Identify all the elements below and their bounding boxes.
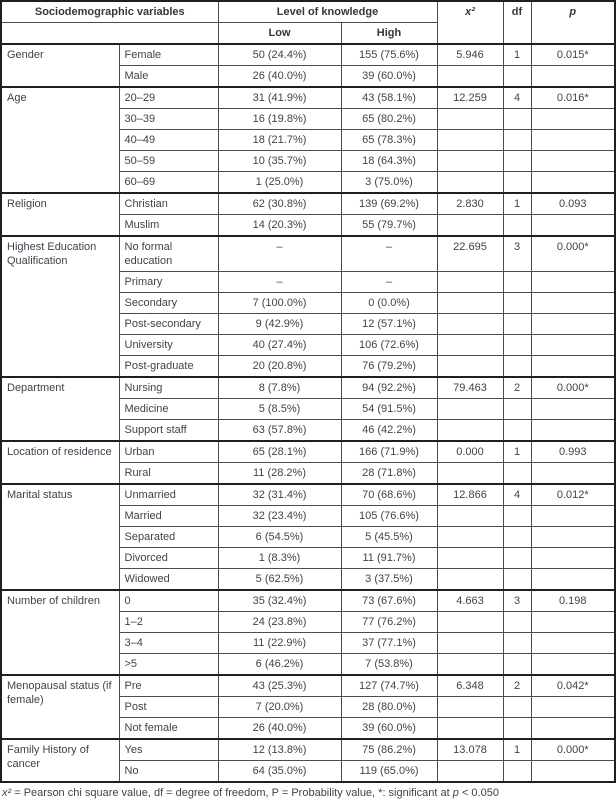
high-knowledge-value: 11 (91.7%) — [341, 548, 437, 569]
category-label: Yes — [119, 739, 218, 761]
table-footnote — [0, 783, 614, 800]
df-value — [503, 335, 531, 356]
header-high: High — [341, 23, 437, 45]
df-value — [503, 314, 531, 335]
df-value — [503, 633, 531, 654]
low-knowledge-value: 65 (28.1%) — [218, 441, 341, 463]
high-knowledge-value: 54 (91.5%) — [341, 399, 437, 420]
chi-square-value: 5.946 — [437, 44, 503, 66]
p-value — [531, 612, 615, 633]
chi-square-value — [437, 718, 503, 740]
df-value: 4 — [503, 484, 531, 506]
variable-label: Number of children — [1, 590, 119, 675]
low-knowledge-value: 24 (23.8%) — [218, 612, 341, 633]
p-value: 0.993 — [531, 441, 615, 463]
chi-square-value — [437, 335, 503, 356]
header-level-of-knowledge: Level of knowledge — [218, 1, 437, 23]
p-value — [531, 420, 615, 442]
low-knowledge-value: 6 (54.5%) — [218, 527, 341, 548]
header-p: p — [531, 1, 615, 44]
chi-square-value — [437, 172, 503, 194]
category-label: Post — [119, 697, 218, 718]
df-value — [503, 654, 531, 676]
high-knowledge-value: 70 (68.6%) — [341, 484, 437, 506]
low-knowledge-value: 32 (23.4%) — [218, 506, 341, 527]
high-knowledge-value: 106 (72.6%) — [341, 335, 437, 356]
p-value — [531, 314, 615, 335]
p-value: 0.000* — [531, 377, 615, 399]
low-knowledge-value: 20 (20.8%) — [218, 356, 341, 378]
variable-label: Gender — [1, 44, 119, 87]
df-value — [503, 272, 531, 293]
category-label: Married — [119, 506, 218, 527]
low-knowledge-value: 63 (57.8%) — [218, 420, 341, 442]
p-value — [531, 761, 615, 783]
p-value: 0.093 — [531, 193, 615, 215]
low-knowledge-value: 26 (40.0%) — [218, 718, 341, 740]
df-value — [503, 527, 531, 548]
low-knowledge-value: 10 (35.7%) — [218, 151, 341, 172]
high-knowledge-value: 73 (67.6%) — [341, 590, 437, 612]
low-knowledge-value: 18 (21.7%) — [218, 130, 341, 151]
high-knowledge-value: 39 (60.0%) — [341, 718, 437, 740]
low-knowledge-value: – — [218, 272, 341, 293]
category-label: 20–29 — [119, 87, 218, 109]
chi-square-value — [437, 314, 503, 335]
df-value — [503, 293, 531, 314]
p-value — [531, 215, 615, 237]
category-label: 3–4 — [119, 633, 218, 654]
high-knowledge-value: 46 (42.2%) — [341, 420, 437, 442]
low-knowledge-value: 5 (8.5%) — [218, 399, 341, 420]
low-knowledge-value: 64 (35.0%) — [218, 761, 341, 783]
table-row — [1, 377, 615, 399]
p-value — [531, 356, 615, 378]
category-label: Urban — [119, 441, 218, 463]
low-knowledge-value: 35 (32.4%) — [218, 590, 341, 612]
high-knowledge-value: 166 (71.9%) — [341, 441, 437, 463]
high-knowledge-value: 28 (71.8%) — [341, 463, 437, 485]
table-row — [1, 44, 615, 66]
p-value — [531, 109, 615, 130]
df-value — [503, 569, 531, 591]
low-knowledge-value: 31 (41.9%) — [218, 87, 341, 109]
low-knowledge-value: 12 (13.8%) — [218, 739, 341, 761]
chi-square-value: 79.463 — [437, 377, 503, 399]
table-row — [1, 193, 615, 215]
df-value — [503, 130, 531, 151]
low-knowledge-value: 6 (46.2%) — [218, 654, 341, 676]
df-value — [503, 697, 531, 718]
header-chi-square: x² — [437, 1, 503, 44]
chi-square-value: 4.663 — [437, 590, 503, 612]
chi-square-value — [437, 66, 503, 88]
high-knowledge-value: 155 (75.6%) — [341, 44, 437, 66]
category-label: 1–2 — [119, 612, 218, 633]
category-label: 40–49 — [119, 130, 218, 151]
low-knowledge-value: 11 (28.2%) — [218, 463, 341, 485]
p-value — [531, 293, 615, 314]
low-knowledge-value: 7 (20.0%) — [218, 697, 341, 718]
high-knowledge-value: 37 (77.1%) — [341, 633, 437, 654]
p-value — [531, 335, 615, 356]
df-value — [503, 172, 531, 194]
footnote-p-symbol: p — [452, 787, 459, 799]
variable-label: Family History of cancer — [1, 739, 119, 782]
category-label: Nursing — [119, 377, 218, 399]
footnote-threshold: < 0.050 — [458, 787, 499, 799]
chi-square-value — [437, 569, 503, 591]
variable-label: Marital status — [1, 484, 119, 590]
chi-square-value — [437, 356, 503, 378]
high-knowledge-value: 39 (60.0%) — [341, 66, 437, 88]
df-value — [503, 399, 531, 420]
chi-square-value — [437, 654, 503, 676]
high-knowledge-value: 105 (76.6%) — [341, 506, 437, 527]
low-knowledge-value: 1 (25.0%) — [218, 172, 341, 194]
table-row — [1, 675, 615, 697]
chi-square-value — [437, 463, 503, 485]
p-value: 0.000* — [531, 739, 615, 761]
chi-square-value — [437, 633, 503, 654]
df-value — [503, 506, 531, 527]
variable-label: Religion — [1, 193, 119, 236]
df-value — [503, 718, 531, 740]
low-knowledge-value: 1 (8.3%) — [218, 548, 341, 569]
df-value: 2 — [503, 675, 531, 697]
chi-square-value — [437, 697, 503, 718]
p-value: 0.016* — [531, 87, 615, 109]
high-knowledge-value: 3 (37.5%) — [341, 569, 437, 591]
low-knowledge-value: 62 (30.8%) — [218, 193, 341, 215]
chi-square-value — [437, 109, 503, 130]
p-value: 0.042* — [531, 675, 615, 697]
low-knowledge-value: 43 (25.3%) — [218, 675, 341, 697]
p-value: 0.015* — [531, 44, 615, 66]
chi-square-value — [437, 293, 503, 314]
category-label: 0 — [119, 590, 218, 612]
p-value: 0.198 — [531, 590, 615, 612]
df-value: 1 — [503, 441, 531, 463]
chi-square-value — [437, 761, 503, 783]
low-knowledge-value: 5 (62.5%) — [218, 569, 341, 591]
df-value: 1 — [503, 739, 531, 761]
df-value: 4 — [503, 87, 531, 109]
table-row — [1, 236, 615, 272]
df-value — [503, 109, 531, 130]
low-knowledge-value: 26 (40.0%) — [218, 66, 341, 88]
variable-label: Department — [1, 377, 119, 441]
p-value — [531, 548, 615, 569]
chi-square-value — [437, 130, 503, 151]
footnote-chi-symbol: x² — [2, 787, 12, 799]
df-value: 3 — [503, 590, 531, 612]
p-value — [531, 527, 615, 548]
category-label: University — [119, 335, 218, 356]
category-label: Rural — [119, 463, 218, 485]
p-value — [531, 399, 615, 420]
category-label: 30–39 — [119, 109, 218, 130]
chi-square-value: 0.000 — [437, 441, 503, 463]
category-label: Primary — [119, 272, 218, 293]
high-knowledge-value: 55 (79.7%) — [341, 215, 437, 237]
p-value — [531, 718, 615, 740]
category-label: Separated — [119, 527, 218, 548]
high-knowledge-value: 5 (45.5%) — [341, 527, 437, 548]
p-value — [531, 130, 615, 151]
low-knowledge-value: 16 (19.8%) — [218, 109, 341, 130]
low-knowledge-value: 9 (42.9%) — [218, 314, 341, 335]
header-row-1 — [1, 1, 615, 23]
category-label: Muslim — [119, 215, 218, 237]
category-label: Widowed — [119, 569, 218, 591]
high-knowledge-value: 18 (64.3%) — [341, 151, 437, 172]
variable-label: Menopausal status (if female) — [1, 675, 119, 739]
high-knowledge-value: 65 (78.3%) — [341, 130, 437, 151]
high-knowledge-value: 127 (74.7%) — [341, 675, 437, 697]
chi-square-value — [437, 548, 503, 569]
chi-square-value: 13.078 — [437, 739, 503, 761]
df-value — [503, 420, 531, 442]
footnote-text: = Pearson chi square value, df = degree of freedom, P = Probability value, *: significant at — [11, 787, 453, 799]
p-value — [531, 66, 615, 88]
df-value — [503, 612, 531, 633]
high-knowledge-value: 75 (86.2%) — [341, 739, 437, 761]
low-knowledge-value: 32 (31.4%) — [218, 484, 341, 506]
chi-square-value: 12.866 — [437, 484, 503, 506]
df-value — [503, 356, 531, 378]
high-knowledge-value: 76 (79.2%) — [341, 356, 437, 378]
df-value: 2 — [503, 377, 531, 399]
p-value — [531, 272, 615, 293]
high-knowledge-value: – — [341, 272, 437, 293]
p-value — [531, 654, 615, 676]
chi-square-value — [437, 272, 503, 293]
header-empty-cell — [1, 23, 218, 45]
high-knowledge-value: 65 (80.2%) — [341, 109, 437, 130]
category-label: Female — [119, 44, 218, 66]
high-knowledge-value: 77 (76.2%) — [341, 612, 437, 633]
category-label: 50–59 — [119, 151, 218, 172]
high-knowledge-value: 3 (75.0%) — [341, 172, 437, 194]
header-sociodemographic-variables: Sociodemographic variables — [1, 1, 218, 23]
table-row — [1, 590, 615, 612]
chi-square-value: 2.830 — [437, 193, 503, 215]
high-knowledge-value: 94 (92.2%) — [341, 377, 437, 399]
chi-square-value: 6.348 — [437, 675, 503, 697]
df-value — [503, 66, 531, 88]
chi-square-value — [437, 506, 503, 527]
chi-square-value — [437, 399, 503, 420]
low-knowledge-value: 40 (27.4%) — [218, 335, 341, 356]
p-value — [531, 506, 615, 527]
high-knowledge-value: 7 (53.8%) — [341, 654, 437, 676]
high-knowledge-value: 43 (58.1%) — [341, 87, 437, 109]
high-knowledge-value: 119 (65.0%) — [341, 761, 437, 783]
p-value — [531, 697, 615, 718]
low-knowledge-value: 11 (22.9%) — [218, 633, 341, 654]
category-label: Male — [119, 66, 218, 88]
df-value — [503, 548, 531, 569]
high-knowledge-value: – — [341, 236, 437, 272]
df-value — [503, 215, 531, 237]
header-df: df — [503, 1, 531, 44]
category-label: Christian — [119, 193, 218, 215]
df-value: 3 — [503, 236, 531, 272]
category-label: Not female — [119, 718, 218, 740]
table-row — [1, 441, 615, 463]
high-knowledge-value: 0 (0.0%) — [341, 293, 437, 314]
p-value — [531, 463, 615, 485]
category-label: 60–69 — [119, 172, 218, 194]
category-label: Post-secondary — [119, 314, 218, 335]
df-value — [503, 151, 531, 172]
chi-square-value — [437, 527, 503, 548]
variable-label: Location of residence — [1, 441, 119, 484]
df-value: 1 — [503, 44, 531, 66]
chi-square-value — [437, 215, 503, 237]
chi-square-value: 22.695 — [437, 236, 503, 272]
variable-label: Age — [1, 87, 119, 193]
category-label: Support staff — [119, 420, 218, 442]
table-row — [1, 739, 615, 761]
chi-square-value: 12.259 — [437, 87, 503, 109]
p-value: 0.000* — [531, 236, 615, 272]
chi-square-value — [437, 612, 503, 633]
p-value — [531, 569, 615, 591]
category-label: Post-graduate — [119, 356, 218, 378]
high-knowledge-value: 12 (57.1%) — [341, 314, 437, 335]
p-value: 0.012* — [531, 484, 615, 506]
low-knowledge-value: 14 (20.3%) — [218, 215, 341, 237]
category-label: >5 — [119, 654, 218, 676]
low-knowledge-value: 8 (7.8%) — [218, 377, 341, 399]
category-label: No formal education — [119, 236, 218, 272]
table-row — [1, 87, 615, 109]
p-value — [531, 151, 615, 172]
high-knowledge-value: 139 (69.2%) — [341, 193, 437, 215]
high-knowledge-value: 28 (80.0%) — [341, 697, 437, 718]
low-knowledge-value: 7 (100.0%) — [218, 293, 341, 314]
df-value — [503, 761, 531, 783]
category-label: Unmarried — [119, 484, 218, 506]
df-value — [503, 463, 531, 485]
p-value — [531, 633, 615, 654]
category-label: Secondary — [119, 293, 218, 314]
table-body — [1, 44, 615, 782]
category-label: Pre — [119, 675, 218, 697]
category-label: Divorced — [119, 548, 218, 569]
p-value — [531, 172, 615, 194]
header-low: Low — [218, 23, 341, 45]
category-label: Medicine — [119, 399, 218, 420]
low-knowledge-value: 50 (24.4%) — [218, 44, 341, 66]
df-value: 1 — [503, 193, 531, 215]
chi-square-value — [437, 151, 503, 172]
table-row — [1, 484, 615, 506]
chi-square-value — [437, 420, 503, 442]
low-knowledge-value: – — [218, 236, 341, 272]
category-label: No — [119, 761, 218, 783]
variable-label: Highest Education Qualification — [1, 236, 119, 377]
